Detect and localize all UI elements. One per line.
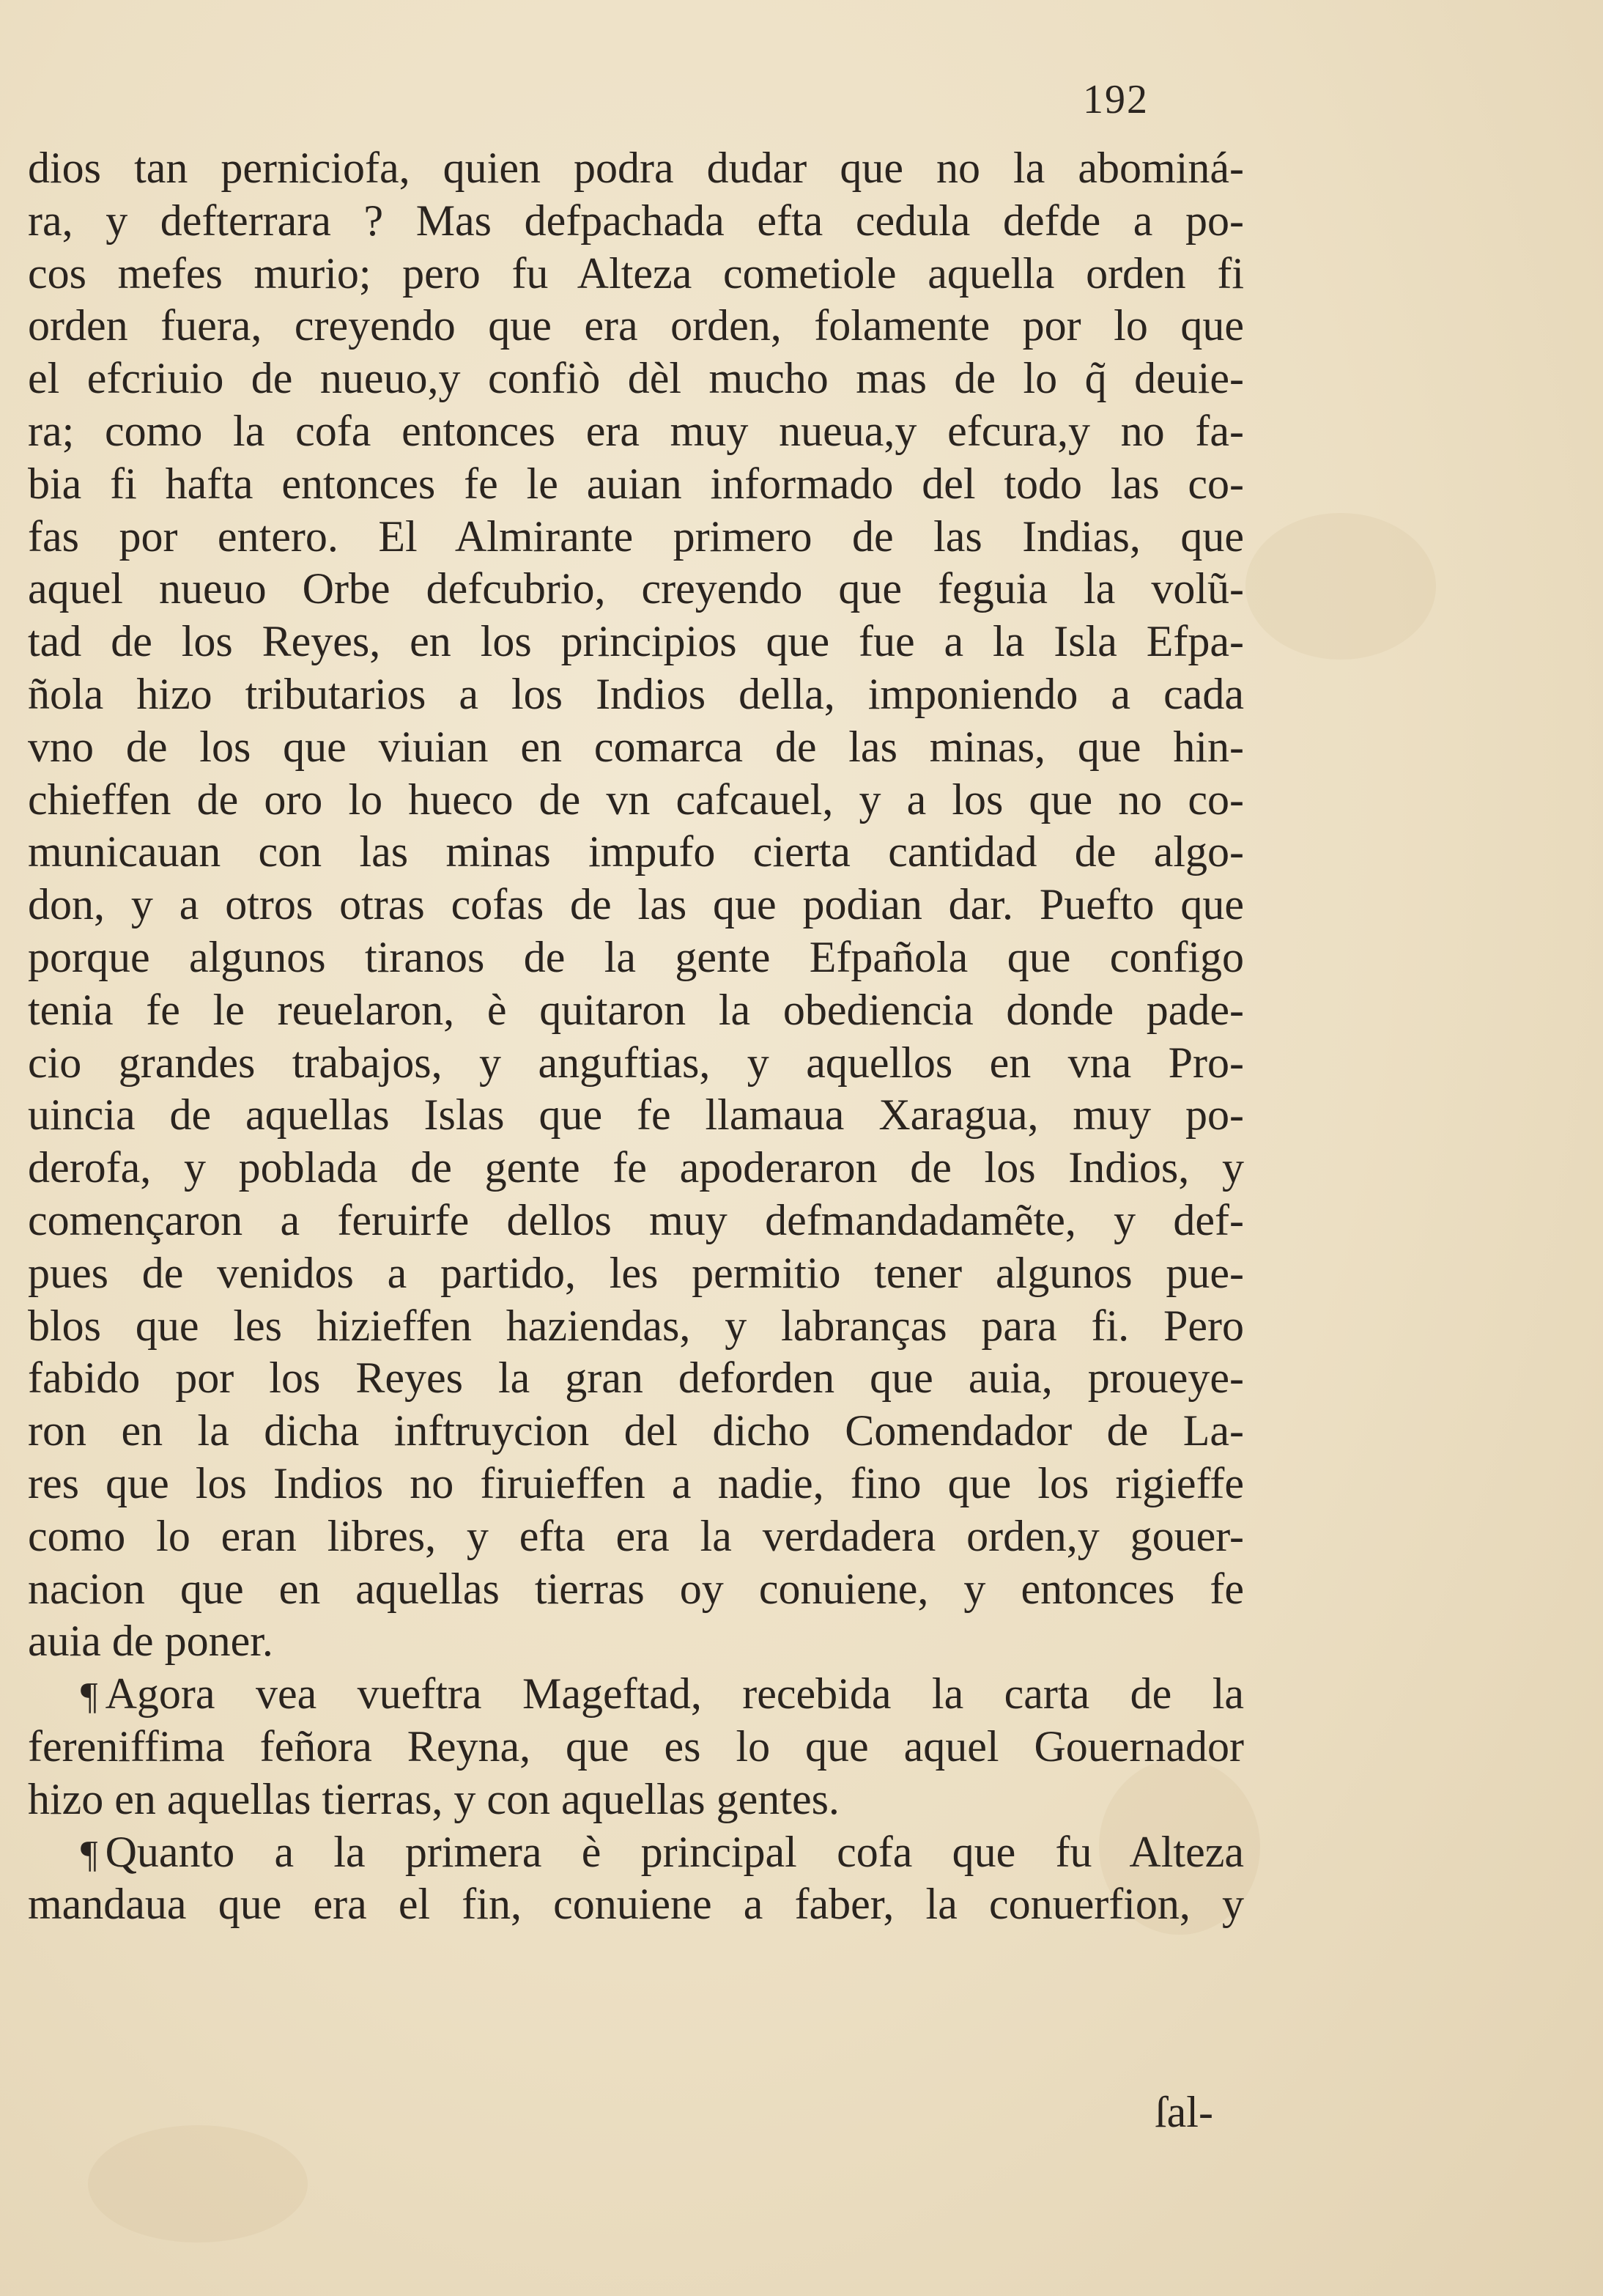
text-line: mandaua que era el fin, conuiene a faber, la conuerfion, y	[28, 1880, 1244, 1929]
catchword: ſal-	[1155, 2088, 1213, 2136]
text-line: pues de venidos a partido, les permitio tener algunos pue-	[28, 1248, 1244, 1297]
text-line: como lo eran libres, y efta era la verdadera orden,y gouer-	[28, 1511, 1244, 1560]
text-line: ñola hizo tributarios a los Indios della, imponiendo a cada	[28, 669, 1244, 718]
text-line: hizo en aquellas tierras, y con aquellas gentes.	[28, 1774, 840, 1823]
text-line: don, y a otros otras cofas de las que podian dar. Puefto que	[28, 880, 1244, 929]
text-line: ron en la dicha inftruycion del dicho Comendador de La-	[28, 1406, 1244, 1455]
body-text	[28, 142, 1244, 1931]
folio-number: 192	[1083, 77, 1149, 122]
text-line: uincia de aquellas Islas que fe llamaua Xaragua, muy po-	[28, 1090, 1244, 1140]
text-line: municauan con las minas impufo cierta cantidad de algo-	[28, 827, 1244, 876]
paragraph-mark-icon: ¶	[81, 1833, 98, 1875]
paper-stain	[88, 2125, 308, 2243]
text-line: començaron a feruirfe dellos muy defmandadamẽte, y def-	[28, 1195, 1244, 1244]
text-line: cio grandes trabajos, y anguftias, y aquellos en vna Pro-	[28, 1038, 1244, 1087]
text-line: dios tan perniciofa, quien podra dudar que no la abominá-	[28, 144, 1244, 192]
text-line: auia de poner.	[28, 1617, 273, 1666]
paragraph-mark-icon: ¶	[81, 1675, 98, 1718]
text-line: fas por entero. El Almirante primero de las Indias, que	[28, 512, 1244, 561]
text-line: cos mefes murio; pero fu Alteza cometiole aquella orden fi	[28, 248, 1244, 298]
paragraph	[28, 1668, 1244, 1826]
text-line: aquel nueuo Orbe defcubrio, creyendo que feguia la volũ-	[28, 564, 1244, 613]
text-line: ra, y defterrara ? Mas defpachada efta cedula defde a po-	[28, 196, 1244, 245]
text-line: nacion que en aquellas tierras oy conuiene, y entonces fe	[28, 1564, 1244, 1613]
text-line: derofa, y poblada de gente fe apoderaron de los Indios, y	[28, 1143, 1244, 1192]
text-line-content: Agora vea vueftra Mageftad, recebida la carta de la	[105, 1669, 1244, 1719]
text-line: fereniffima feñora Reyna, que es lo que aquel Gouernador	[28, 1721, 1244, 1771]
text-line	[28, 1826, 1244, 1879]
text-line: res que los Indios no firuieffen a nadie, fino que los rigieffe	[28, 1458, 1244, 1507]
paragraph	[28, 142, 1244, 1668]
text-line-content: Quanto a la primera è principal cofa que fu Alteza	[105, 1827, 1244, 1876]
text-line: ra; como la cofa entonces era muy nueua,y efcura,y no fa-	[28, 406, 1244, 455]
text-line	[28, 1668, 1244, 1721]
text-line: el efcriuio de nueuo,y confiò dèl mucho mas de lo q̃ deuie-	[28, 354, 1244, 403]
text-line: chieffen de oro lo hueco de vn cafcauel, y a los que no co-	[28, 775, 1244, 824]
paragraph	[28, 1826, 1244, 1932]
paper-stain	[1245, 513, 1436, 660]
text-line: fabido por los Reyes la gran deforden que auia, proueye-	[28, 1354, 1244, 1403]
text-line: tad de los Reyes, en los principios que fue a la Isla Efpa-	[28, 617, 1244, 666]
text-line: blos que les hizieffen haziendas, y labranças para fi. Pero	[28, 1301, 1244, 1350]
text-line: bia fi hafta entonces fe le auian informado del todo las co-	[28, 459, 1244, 508]
text-line: porque algunos tiranos de la gente Efpañola que configo	[28, 932, 1244, 981]
text-line: tenia fe le reuelaron, è quitaron la obediencia donde pade-	[28, 985, 1244, 1034]
text-line: vno de los que viuian en comarca de las minas, que hin-	[28, 722, 1244, 771]
text-line: orden fuera, creyendo que era orden, folamente por lo que	[28, 301, 1244, 350]
